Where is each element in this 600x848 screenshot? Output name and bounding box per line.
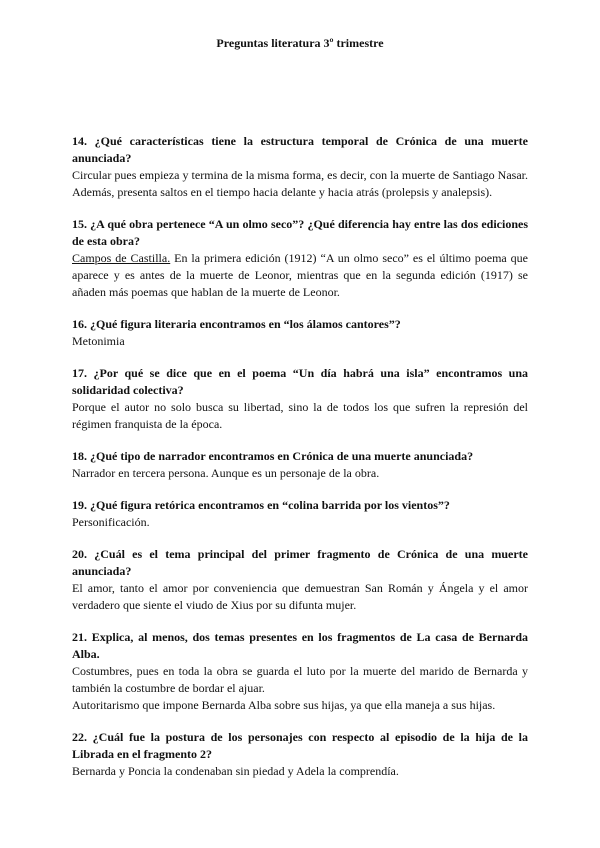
question-text: 22. ¿Cuál fue la postura de los personajes con respecto al episodio de la hija de la Librada en el fragmento 2? <box>72 730 528 761</box>
page-title: Preguntas literatura 3º trimestre <box>216 36 384 50</box>
answer-text: Circular pues empieza y termina de la misma forma, es decir, con la muerte de Santiago Nasar. Además, presenta saltos en el tiempo hacia delante y hacia atrás (prolepsis y analepsis). <box>72 168 528 199</box>
answer-text: Costumbres, pues en toda la obra se guarda el luto por la muerte del marido de Bernarda y también la costumbre de bordar el ajuar. <box>72 664 528 695</box>
answer-text: Narrador en tercera persona. Aunque es un personaje de la obra. <box>72 466 380 480</box>
question-text: 17. ¿Por qué se dice que en el poema “Un día habrá una isla” encontramos una solidaridad colectiva? <box>72 366 528 397</box>
answer-underlined-title: Campos de Castilla. <box>72 251 171 265</box>
answer-text: El amor, tanto el amor por conveniencia que demuestran San Román y Ángela y el amor verdadero que siente el viudo de Xius por su difunta mujer. <box>72 581 528 612</box>
answer-text <box>72 250 528 301</box>
answer-text: Metonimia <box>72 334 125 348</box>
question-block <box>72 629 528 714</box>
questions-list <box>72 133 528 795</box>
answer-text-second: Autoritarismo que impone Bernarda Alba sobre sus hijas, ya que ella maneja a sus hijas. <box>72 698 496 712</box>
answer-text: Bernarda y Poncia la condenaban sin piedad y Adela la comprendía. <box>72 764 399 778</box>
question-text: 15. ¿A qué obra pertenece “A un olmo seco”? ¿Qué diferencia hay entre las dos ediciones de esta obra? <box>72 217 528 248</box>
answer-text: Personificación. <box>72 515 150 529</box>
question-text: 19. ¿Qué figura retórica encontramos en “colina barrida por los vientos”? <box>72 498 450 512</box>
question-block <box>72 729 528 780</box>
question-block <box>72 448 528 482</box>
question-text: 21. Explica, al menos, dos temas presentes en los fragmentos de La casa de Bernarda Alba. <box>72 630 528 661</box>
answer-text: Porque el autor no solo busca su libertad, sino la de todos los que sufren la represión del régimen franquista de la época. <box>72 400 528 431</box>
question-block <box>72 497 528 531</box>
question-block <box>72 365 528 433</box>
question-text: 14. ¿Qué características tiene la estructura temporal de Crónica de una muerte anunciada? <box>72 134 528 165</box>
answer-text-rest: En la primera edición (1912) “A un olmo seco” es el último poema que aparece y es antes de la muerte de Leonor, mientras que en la segunda edición (1917) se añaden más poemas que hablan de la muerte de Leonor. <box>72 251 528 299</box>
question-text: 18. ¿Qué tipo de narrador encontramos en Crónica de una muerte anunciada? <box>72 449 474 463</box>
question-block <box>72 316 528 350</box>
question-block <box>72 133 528 201</box>
question-block <box>72 546 528 614</box>
question-text: 16. ¿Qué figura literaria encontramos en “los álamos cantores”? <box>72 317 401 331</box>
question-block <box>72 216 528 301</box>
question-text: 20. ¿Cuál es el tema principal del primer fragmento de Crónica de una muerte anunciada? <box>72 547 528 578</box>
